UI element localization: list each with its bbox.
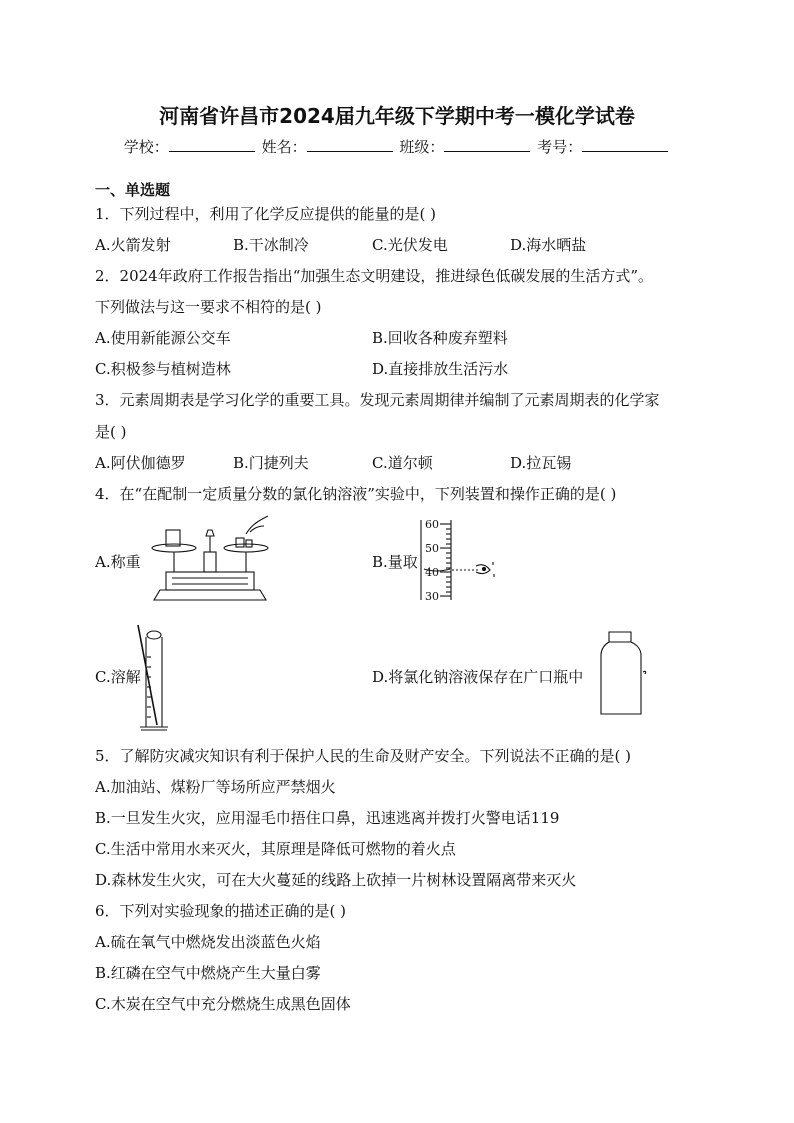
number-blank[interactable] (582, 137, 668, 152)
school-blank[interactable] (169, 137, 255, 152)
q1-option-b: B.干冰制冷 (233, 236, 309, 254)
q3-option-a: A.阿伏伽德罗 (95, 454, 186, 472)
cylinder-tick-40: 40 (425, 566, 439, 579)
q3-option-d: D.拉瓦锡 (510, 454, 572, 472)
student-info-line (0, 136, 794, 157)
school-label: 学校： (123, 138, 169, 156)
q1-stem: 1．下列过程中，利用了化学反应提供的能量的是( ) (95, 205, 437, 223)
q5-stem: 5．了解防灾减灾知识有利于保护人民的生命及财产安全。下列说法不正确的是( ) (95, 747, 632, 765)
q2-option-d: D.直接排放生活污水 (372, 360, 509, 378)
q2-option-c: C.积极参与植树造林 (95, 360, 231, 378)
q3-stem-line1: 3．元素周期表是学习化学的重要工具。发现元素周期律并编制了元素周期表的化学家 (95, 391, 660, 409)
dissolving-cylinder-illustration (135, 617, 175, 733)
q5-option-b: B.一旦发生火灾，应用湿毛巾捂住口鼻，迅速逃离并拨打火警电话119 (95, 809, 560, 827)
wide-mouth-bottle-illustration (599, 630, 651, 716)
q5-option-d: D.森林发生火灾，可在大火蔓延的线路上砍掉一片树林设置隔离带来灭火 (95, 871, 577, 889)
q3-option-b: B.门捷列夫 (233, 454, 309, 472)
name-label: 姓名： (261, 138, 307, 156)
q5-option-c: C.生活中常用水来灭火，其原理是降低可燃物的着火点 (95, 840, 456, 858)
q3-stem-line2: 是( ) (95, 423, 127, 441)
class-label: 班级： (399, 138, 445, 156)
q3-option-c: C.道尔顿 (372, 454, 433, 472)
name-blank[interactable] (307, 137, 393, 152)
class-blank[interactable] (444, 137, 530, 152)
cylinder-tick-60: 60 (425, 518, 439, 531)
section-heading: 一、单选题 (95, 181, 171, 199)
q1-option-d: D.海水晒盐 (510, 236, 587, 254)
q2-option-a: A.使用新能源公交车 (95, 329, 231, 347)
q1-option-c: C.光伏发电 (372, 236, 448, 254)
number-label: 考号： (537, 138, 583, 156)
cylinder-tick-50: 50 (425, 542, 439, 555)
q2-stem-line1: 2．2024年政府工作报告指出“加强生态文明建设，推进绿色低碳发展的生活方式”。 (95, 267, 654, 285)
q2-option-b: B.回收各种废弃塑料 (372, 329, 508, 347)
q6-option-a: A.硫在氧气中燃烧发出淡蓝色火焰 (95, 933, 321, 951)
cylinder-tick-30: 30 (425, 590, 439, 603)
q4-option-c: C.溶解 (95, 668, 141, 686)
balance-scale-illustration (146, 514, 276, 606)
q4-option-a: A.称重 (95, 553, 141, 571)
graduated-cylinder-illustration (418, 518, 508, 602)
q2-stem-line2: 下列做法与这一要求不相符的是( ) (95, 298, 322, 316)
q6-option-c: C.木炭在空气中充分燃烧生成黑色固体 (95, 995, 351, 1013)
q6-stem: 6．下列对实验现象的描述正确的是( ) (95, 902, 347, 920)
q5-option-a: A.加油站、煤粉厂等场所应严禁烟火 (95, 778, 336, 796)
q4-stem: 4．在“在配制一定质量分数的氯化钠溶液”实验中，下列装置和操作正确的是( ) (95, 485, 617, 503)
page-title: 河南省许昌市2024届九年级下学期中考一模化学试卷 (159, 104, 635, 128)
q1-option-a: A.火箭发射 (95, 236, 171, 254)
q4-option-d: D.将氯化钠溶液保存在广口瓶中 (372, 668, 584, 686)
q4-option-b: B.量取 (372, 553, 418, 571)
q6-option-b: B.红磷在空气中燃烧产生大量白雾 (95, 964, 321, 982)
